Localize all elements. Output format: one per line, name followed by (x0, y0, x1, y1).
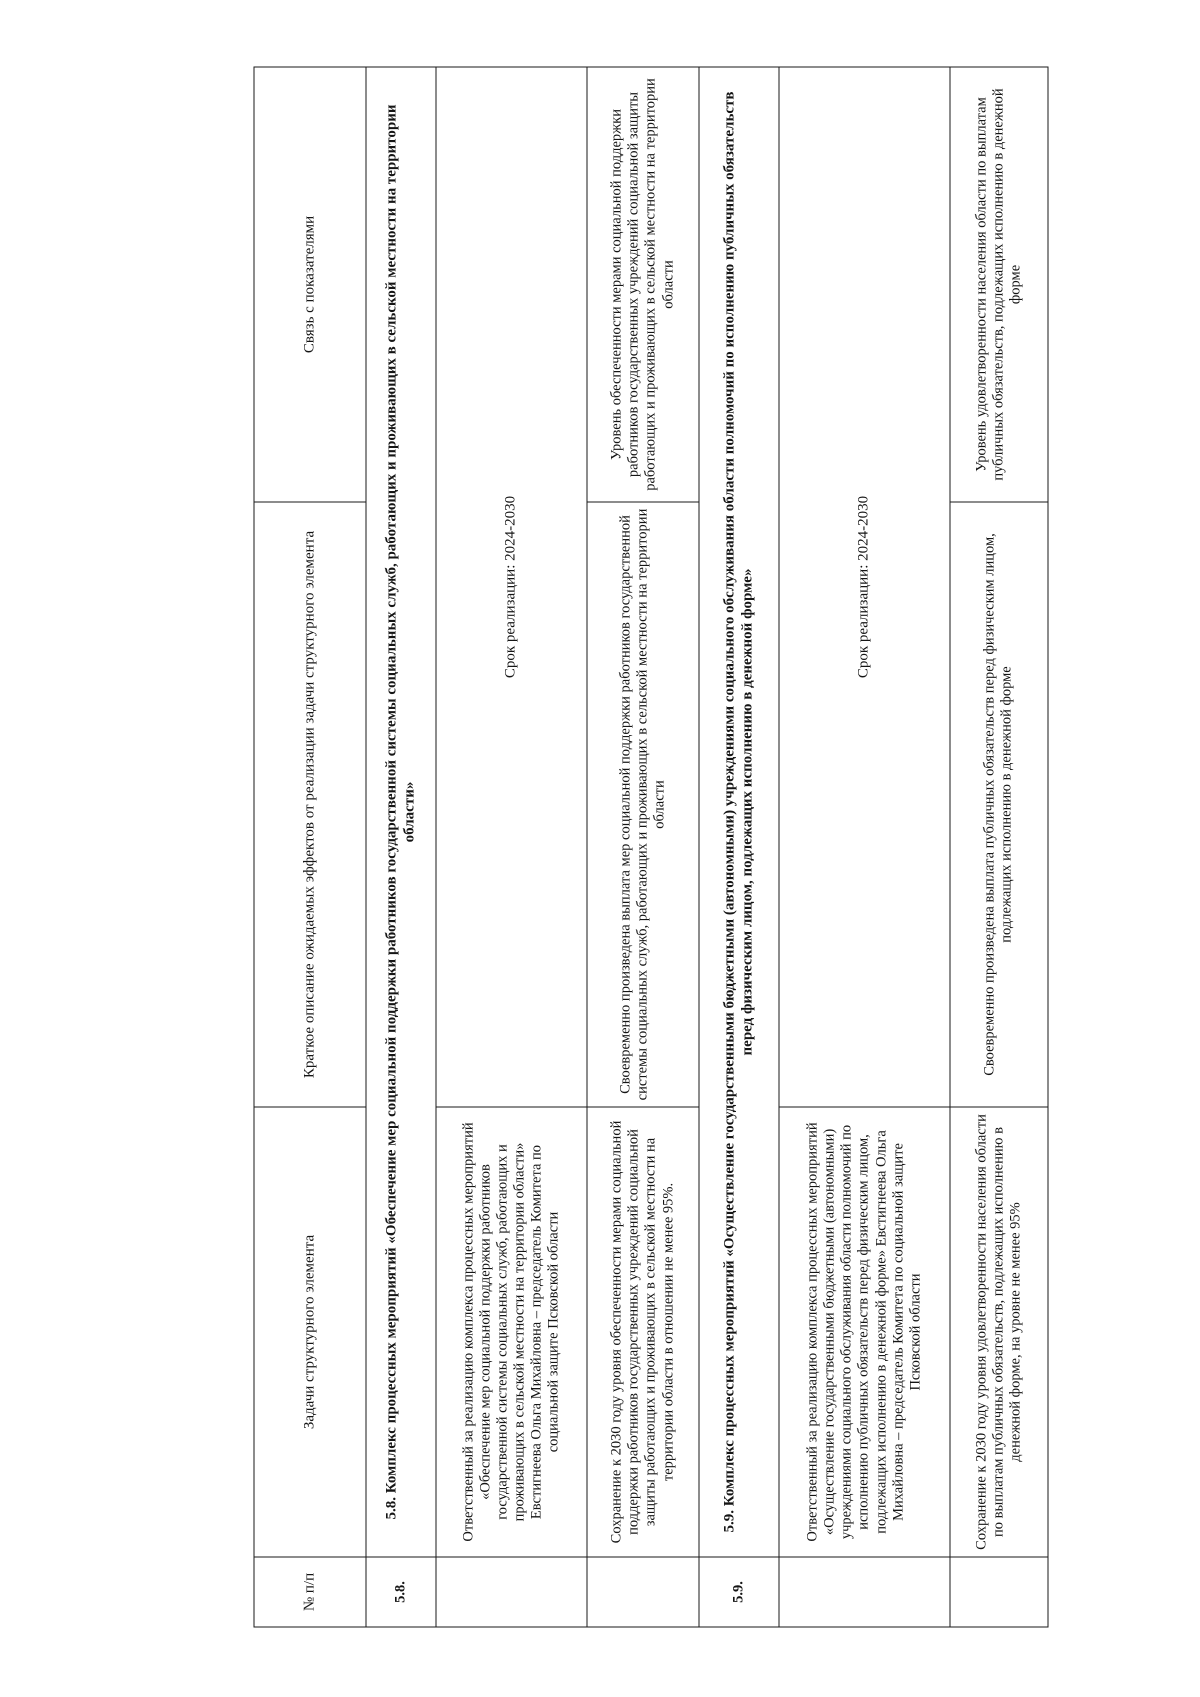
task-row-5-9 (950, 67, 1048, 1627)
empty-cell (587, 1557, 699, 1627)
task-row-5-8 (587, 67, 699, 1627)
expected-effect: Своевременно произведена выплата публичных обязательств перед физическим лицом, подлежащих исполнению в денежной форме (950, 502, 1048, 1107)
responsible-row-5-8 (436, 67, 586, 1627)
section-number: 5.9. (699, 1557, 779, 1627)
task-description: Сохранение к 2030 году уровня обеспеченности мерами социальной поддержки работников государственных учреждений социальной защиты работающих и проживающих в сельской местности на территории области в отношении не менее 95%. (587, 1107, 699, 1557)
responsible-person: Ответственный за реализацию комплекса процессных мероприятий «Осуществление государственными бюджетными (автономными) учреждениями социального обслуживания области полномочий по исполнению публичных обязательств перед физическим лицом, подлежащих исполнению в денежной форме» Евстигнеева Ольга Михайловна – председатель Комитета по социальной защите Псковской области (779, 1107, 949, 1557)
section-title: 5.9. Комплекс процессных мероприятий «Осуществление государственными бюджетными (автономными) учреждениями социального обслуживания области полномочий по исполнению публичных обязательств перед физическим лицом, подлежащих исполнению в денежной форме» (699, 67, 779, 1557)
section-title: 5.8. Комплекс процессных мероприятий «Обеспечение мер социальной поддержки работников государственной системы социальных служб, работающих и проживающих в сельской местности на территории области» (366, 67, 436, 1557)
header-row (254, 67, 366, 1627)
header-num: № п/п (254, 1557, 366, 1627)
header-task: Задачи структурного элемента (254, 1107, 366, 1557)
structural-elements-table (254, 67, 1049, 1628)
rotated-table-wrapper (254, 68, 1049, 1628)
responsible-row-5-9 (779, 67, 949, 1627)
header-effects: Краткое описание ожидаемых эффектов от реализации задачи структурного элемента (254, 502, 366, 1107)
header-indicators: Связь с показателями (254, 67, 366, 502)
implementation-period: Срок реализации: 2024-2030 (779, 67, 949, 1107)
expected-effect: Своевременно произведена выплата мер социальной поддержки работников государственной системы социальных служб, работающих и проживающих в сельской местности на территории области (587, 502, 699, 1107)
section-row-5-8 (366, 67, 436, 1627)
indicator-link: Уровень обеспеченности мерами социальной поддержки работников государственных учреждений социальной защиты работающих и проживающих в сельской местности на территории области (587, 67, 699, 502)
empty-cell (950, 1557, 1048, 1627)
section-number: 5.8. (366, 1557, 436, 1627)
task-description: Сохранение к 2030 году уровня удовлетворенности населения области по выплатам публичных обязательств, подлежащих исполнению в денежной форме, на уровне не менее 95% (950, 1107, 1048, 1557)
empty-cell (436, 1557, 586, 1627)
section-row-5-9 (699, 67, 779, 1627)
indicator-link: Уровень удовлетворенности населения области по выплатам публичных обязательств, подлежащих исполнению в денежной форме (950, 67, 1048, 502)
empty-cell (779, 1557, 949, 1627)
responsible-person: Ответственный за реализацию комплекса процессных мероприятий «Обеспечение мер социальной поддержки работников государственной системы социальных служб, работающих и проживающих в сельской местности на территории области» Евстигнеева Ольга Михайловна – председатель Комитета по социальной защите Псковской области (436, 1107, 586, 1557)
implementation-period: Срок реализации: 2024-2030 (436, 67, 586, 1107)
